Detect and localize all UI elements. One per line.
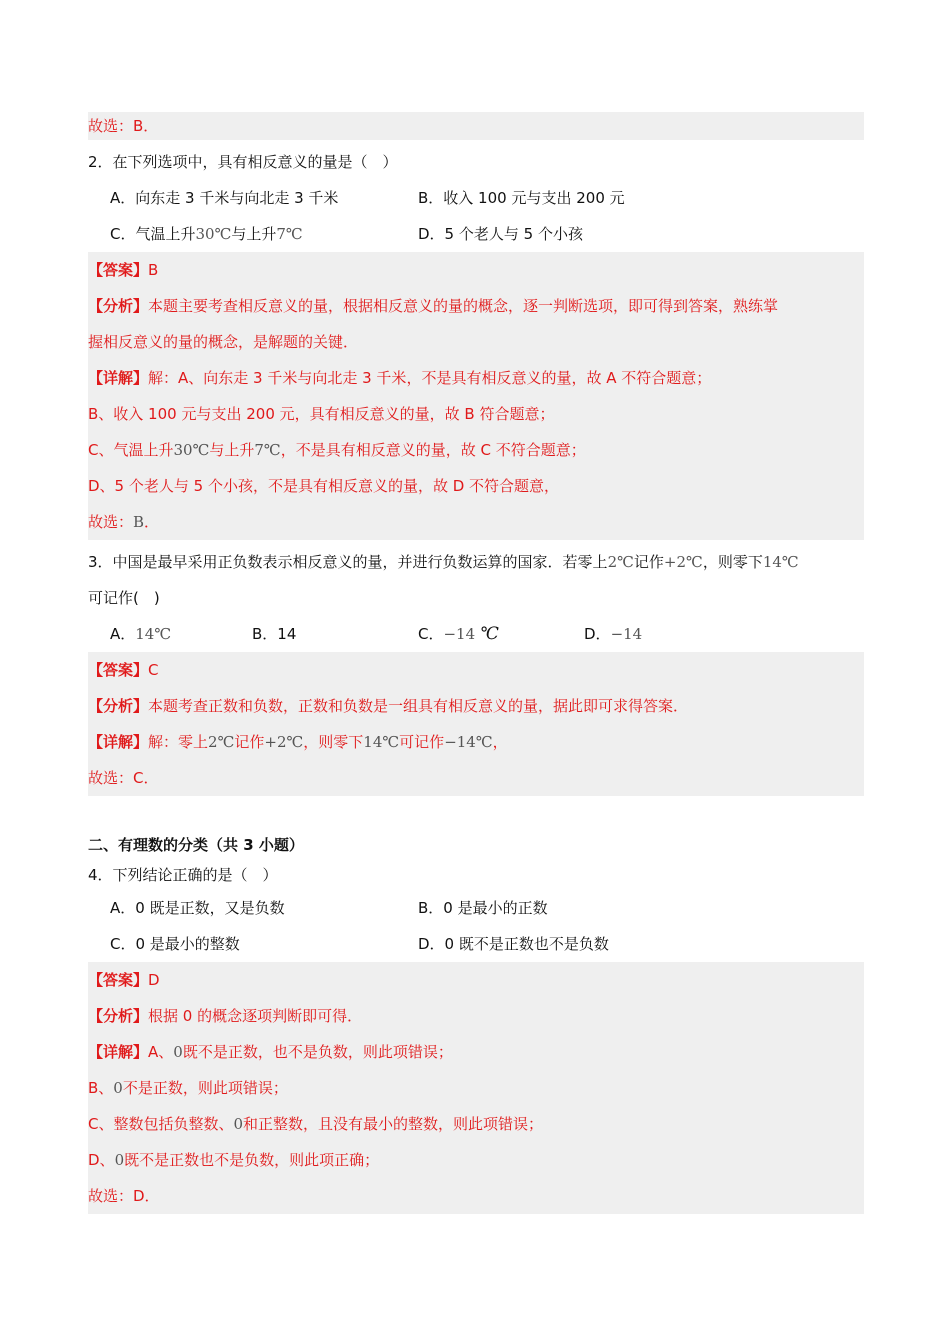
q2-final [88,504,864,540]
q4-option-c: C．0 是最小的整数 [110,935,240,953]
q3-stem-math3: 14℃ [762,553,799,571]
q4-solution-block [88,962,864,1214]
q4-detail-2-post: 不是正数，则此项错误； [122,1079,288,1097]
q4-option-d: D．0 既不是正数也不是负数 [418,935,609,953]
q2-option-a: A．向东走 3 千米与向北走 3 千米 [110,189,339,207]
q4-detail-2 [88,1070,864,1106]
q4-detail-2-math: 0 [113,1079,123,1097]
section-2-title: 二、有理数的分类（共 3 小题） [88,836,304,854]
q3-option-c-math: −14 [443,625,476,643]
q2-option-d: D．5 个老人与 5 个小孩 [418,225,583,243]
q4-detail-tag: 【详解】 [88,1043,149,1061]
q3-detail-tag: 【详解】 [88,733,149,751]
q2-detail-3-math2: 7℃ [254,441,281,459]
q3-detail-mid: 记作 [234,733,265,751]
prev-final-text: 故选：B． [88,117,159,135]
q4-detail-1-math: 0 [173,1043,183,1061]
q2-detail-4: D、5 个老人与 5 个小孩，不是具有相反意义的量，故 D 不符合题意， [88,477,560,495]
q2-detail [88,360,864,396]
q4-detail-3-post: 和正整数，且没有最小的整数，则此项错误； [243,1115,544,1133]
q3-stem-pre: 3．中国是最早采用正负数表示相反意义的量，并进行负数运算的国家．若零上 [88,553,608,571]
q3-detail-pre: 解：零上 [148,733,209,751]
q2-options-row2 [88,216,864,252]
q3-option-a [110,616,171,652]
q4-detail-1-pre: A、 [148,1043,174,1061]
q2-detail-tag: 【详解】 [88,369,149,387]
q2-final-post: ． [144,513,160,531]
q3-option-d-math: −14 [610,625,643,643]
q3-option-c-label: C． [418,625,444,643]
q3-option-d-label: D． [584,625,611,643]
q4-stem: 4．下列结论正确的是（ ） [88,866,278,884]
q3-detail-math3: 14℃ [363,733,400,751]
q4-analysis-tag: 【分析】 [88,1007,149,1025]
q2-option-c-mid: 与上升 [231,225,277,243]
q2-option-b: B．收入 100 元与支出 200 元 [418,189,625,207]
q2-analysis-text-1: 本题主要考查相反意义的量，根据相反意义的量的概念，逐一判断选项，即可得到答案，熟练掌 [148,297,779,315]
q3-stem-math2: +2℃ [663,553,703,571]
q3-detail-math2: +2℃ [264,733,304,751]
q3-stem-mid2: ，则零下 [702,553,763,571]
q2-option-c-math1: 30℃ [195,225,232,243]
prev-final-answer [88,112,864,140]
q2-detail-3-math1: 30℃ [173,441,210,459]
q3-analysis-tag: 【分析】 [88,697,149,715]
q2-detail-2: B、收入 100 元与支出 200 元，具有相反意义的量，故 B 符合题意； [88,405,555,423]
q2-option-c-math2: 7℃ [276,225,303,243]
q3-detail [88,724,864,760]
q4-detail-4-post: 既不是正数也不是负数，则此项正确； [124,1151,380,1169]
q4-answer [88,962,864,998]
q3-option-b: B．14 [252,625,297,643]
document-page [88,112,864,1214]
q4-detail-1-post: 既不是正数，也不是负数，则此项错误； [182,1043,453,1061]
q3-detail-math4: −14℃ [444,733,493,751]
q2-detail-3-post: ，不是具有相反意义的量，故 C 不符合题意； [280,441,586,459]
q2-detail-3-mid: 与上升 [209,441,255,459]
q4-options-row1 [88,890,864,926]
q3-solution-block [88,652,864,796]
q2-analysis-cont: 握相反意义的量的概念，是解题的关键． [88,333,359,351]
q4-detail-3 [88,1106,864,1142]
q3-answer-value: C [148,661,159,679]
q3-detail-post: ， [492,733,508,751]
q3-options-row [88,616,864,652]
q3-stem-math1: 2℃ [607,553,634,571]
q3-final: 故选：C． [88,769,159,787]
q2-analysis-tag: 【分析】 [88,297,149,315]
q4-detail-4-pre: D、 [88,1151,115,1169]
q2-option-c [110,216,303,252]
q2-analysis [88,288,864,324]
q4-detail [88,1034,864,1070]
q4-analysis-text: 根据 0 的概念逐项判断即可得． [148,1007,363,1025]
q4-option-a: A．0 既是正数，又是负数 [110,899,285,917]
q4-detail-4-math: 0 [114,1151,125,1169]
q4-detail-3-math: 0 [233,1115,244,1133]
q2-answer-value: B [148,261,159,279]
q4-options-row2 [88,926,864,962]
q3-stem-mid: 记作 [633,553,664,571]
q2-detail-3 [88,432,864,468]
q2-answer [88,252,864,288]
q4-option-b: B．0 是最小的正数 [418,899,548,917]
q3-analysis [88,688,864,724]
q4-answer-tag: 【答案】 [88,971,149,989]
q3-option-a-math: 14℃ [135,625,172,643]
q3-analysis-text: 本题考查正数和负数，正数和负数是一组具有相反意义的量，据此即可求得答案． [148,697,689,715]
q3-option-c-unit: ℃ [479,624,499,644]
q4-answer-value: D [148,971,160,989]
q3-option-a-label: A． [110,625,136,643]
q3-detail-mid3: 可记作 [399,733,445,751]
q2-detail-3-pre: C、气温上升 [88,441,174,459]
q4-detail-4 [88,1142,864,1178]
q3-option-c [418,616,499,652]
q3-answer-tag: 【答案】 [88,661,149,679]
q2-detail-1: 解：A、向东走 3 千米与向北走 3 千米，不是具有相反意义的量，故 A 不符合题意； [148,369,712,387]
q3-detail-mid2: ，则零下 [303,733,364,751]
q2-options-row1 [88,180,864,216]
q3-answer [88,652,864,688]
q4-final: 故选：D． [88,1187,160,1205]
q2-answer-tag: 【答案】 [88,261,149,279]
q2-final-math: B [133,513,145,531]
q4-detail-2-pre: B、 [88,1079,114,1097]
q4-analysis [88,998,864,1034]
q2-final-pre: 故选： [88,513,134,531]
q2-stem: 2．在下列选项中，具有相反意义的量是（ ） [88,153,398,171]
q2-solution-block [88,252,864,540]
q2-option-c-text: C．气温上升 [110,225,196,243]
q4-detail-3-pre: C、整数包括负整数、 [88,1115,234,1133]
q3-option-d [584,616,642,652]
q3-detail-math1: 2℃ [208,733,235,751]
q3-stem [88,544,864,580]
q3-stem-cont: 可记作( ) [88,589,160,607]
